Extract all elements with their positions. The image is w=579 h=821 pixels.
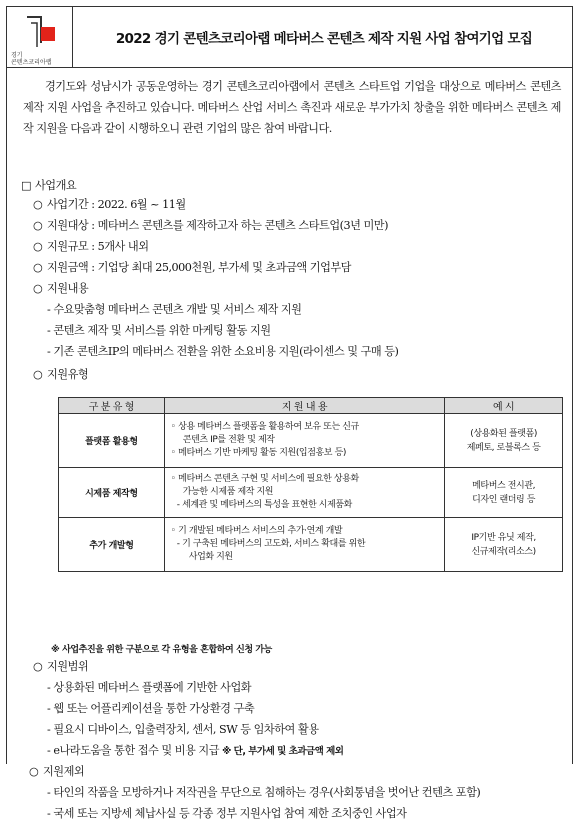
item-target xyxy=(33,219,388,233)
circle-bullet-icon: ○ xyxy=(33,368,43,381)
desc-line: ◦ 메타버스 콘텐츠 구현 및 서비스에 필요한 상용화 xyxy=(170,474,359,484)
circle-bullet-icon: ○ xyxy=(33,219,43,232)
logo xyxy=(7,7,73,67)
desc-line: ◦ 기 개발된 메타버스 서비스의 추가·연계 개발 xyxy=(170,526,343,536)
item-content xyxy=(33,282,88,296)
range-item-4-note: ※ 단, 부가세 및 초과금액 제외 xyxy=(222,746,344,757)
table-row xyxy=(59,468,563,518)
row-example xyxy=(445,414,563,468)
desc-line: - 기 구축된 메타버스의 고도화, 서비스 확대를 위한 xyxy=(176,539,366,549)
item-content-text: 지원내용 xyxy=(47,282,89,295)
example-line: 메타버스 전시관, xyxy=(472,480,536,491)
exclude-item-2: - 국세 또는 지방세 체납사실 등 각종 정부 지원사업 참여 제한 조치중인 사업자 xyxy=(47,807,407,820)
table-header-row xyxy=(59,398,563,414)
item-amount xyxy=(33,261,351,275)
content-item-3: - 기존 콘텐츠IP의 메타버스 전환을 위한 소요비용 지원(라이센스 및 구매 등) xyxy=(47,345,399,358)
example-line: 디자인 랜더링 등 xyxy=(472,494,536,505)
item-amount-text: 지원금액 : 기업당 최대 25,000천원, 부가세 및 초과금액 기업부담 xyxy=(47,261,351,274)
desc-line: 가능한 시제품 제작 지원 xyxy=(182,487,274,497)
document-body xyxy=(6,68,573,820)
checkbox-square-icon: □ xyxy=(21,179,32,192)
range-item-2: - 웹 또는 어플리케이션을 통한 가상환경 구축 xyxy=(47,702,255,715)
row-example xyxy=(445,468,563,518)
page-title: 2022 경기 콘텐츠코리아랩 메타버스 콘텐츠 제작 지원 사업 참여기업 모집 xyxy=(115,31,533,47)
desc-line: ◦ 상용 메타버스 플랫폼을 활용하여 보유 또는 신규 xyxy=(170,422,359,432)
table-header-content: 지 원 내 용 xyxy=(164,398,444,414)
item-types xyxy=(33,368,88,382)
item-exclude-text: 지원제외 xyxy=(43,765,85,778)
row-description xyxy=(164,414,444,468)
intro-paragraph: 경기도와 성남시가 공동운영하는 경기 콘텐츠코리아랩에서 콘텐츠 스타트업 기업을 대상으로 메타버스 콘텐츠 제작 지원 사업을 추진하고 있습니다. 메타버스 산업 서비스 촉진과 새로운 부가가치 창출을 위한 메타버스 콘텐츠 제작 지원을 다음과 같이 시행하오니 관련 기업의 많은 참여 바랍니다. xyxy=(23,80,561,135)
circle-bullet-icon: ○ xyxy=(33,660,43,673)
row-description xyxy=(164,518,444,572)
logo-text-line1: 경기 xyxy=(11,52,23,59)
row-category: 추가 개발형 xyxy=(59,518,165,572)
example-line: (상용화된 플랫폼) xyxy=(470,428,537,439)
content-item-2: - 콘텐츠 제작 및 서비스를 위한 마케팅 활동 지원 xyxy=(47,324,271,337)
circle-bullet-icon: ○ xyxy=(33,282,43,295)
document-header xyxy=(6,6,573,68)
range-item-3: - 필요시 디바이스, 입출력장치, 센서, SW 등 임차하여 활용 xyxy=(47,723,319,736)
circle-bullet-icon: ○ xyxy=(33,261,43,274)
circle-bullet-icon: ○ xyxy=(33,240,43,253)
section-overview xyxy=(21,179,76,193)
desc-line: ◦ 메타버스 기반 마케팅 활동 지원(입점홍보 등) xyxy=(170,448,346,458)
example-line: 신규제작(리소스) xyxy=(471,546,536,557)
content-item-1: - 수요맞춤형 메타버스 콘텐츠 개발 및 서비스 제작 지원 xyxy=(47,303,302,316)
range-item-4 xyxy=(47,744,343,759)
row-example xyxy=(445,518,563,572)
table-row xyxy=(59,518,563,572)
support-types-table xyxy=(58,397,563,572)
circle-bullet-icon: ○ xyxy=(33,198,43,211)
item-types-text: 지원유형 xyxy=(47,368,89,381)
gyeonggi-content-korea-lab-logo-icon xyxy=(23,13,57,49)
section-title: 사업개요 xyxy=(35,179,77,192)
circle-bullet-icon: ○ xyxy=(29,765,39,778)
desc-line: 사업화 지원 xyxy=(188,552,233,562)
table-row xyxy=(59,414,563,468)
logo-text-line2: 콘텐츠코리아랩 xyxy=(11,59,52,66)
item-scale-text: 지원규모 : 5개사 내외 xyxy=(47,240,149,253)
row-category: 플랫폼 활용형 xyxy=(59,414,165,468)
item-range-text: 지원범위 xyxy=(47,660,89,673)
exclude-item-1: - 타인의 작품을 모방하거나 저작권을 무단으로 침해하는 경우(사회통념을 벗어난 컨텐츠 포함) xyxy=(47,786,481,799)
desc-line: - 세계관 및 메타버스의 특성을 표현한 시제품화 xyxy=(176,500,352,510)
table-header-category: 구 분 유 형 xyxy=(59,398,165,414)
desc-line: 콘텐츠 IP를 전환 및 제작 xyxy=(182,435,275,445)
range-item-4-text: - e나라도움을 통한 접수 및 비용 지급 xyxy=(47,744,220,757)
item-scale xyxy=(33,240,149,254)
row-description xyxy=(164,468,444,518)
table-header-example: 예 시 xyxy=(445,398,563,414)
item-period-text: 사업기간 : 2022. 6월 ~ 11월 xyxy=(47,198,186,211)
item-range xyxy=(33,660,88,674)
item-target-text: 지원대상 : 메타버스 콘텐츠를 제작하고자 하는 콘텐츠 스타트업(3년 미만) xyxy=(47,219,388,232)
range-item-1: - 상용화된 메타버스 플랫폼에 기반한 사업화 xyxy=(47,681,252,694)
table-note: ※ 사업추진을 위한 구분으로 각 유형을 혼합하여 신청 가능 xyxy=(51,645,272,655)
row-category: 시제품 제작형 xyxy=(59,468,165,518)
example-line: IP기반 유닛 제작, xyxy=(471,532,536,543)
example-line: 제페토, 로블록스 등 xyxy=(466,442,541,453)
item-period xyxy=(33,198,186,212)
item-exclude xyxy=(29,765,84,779)
